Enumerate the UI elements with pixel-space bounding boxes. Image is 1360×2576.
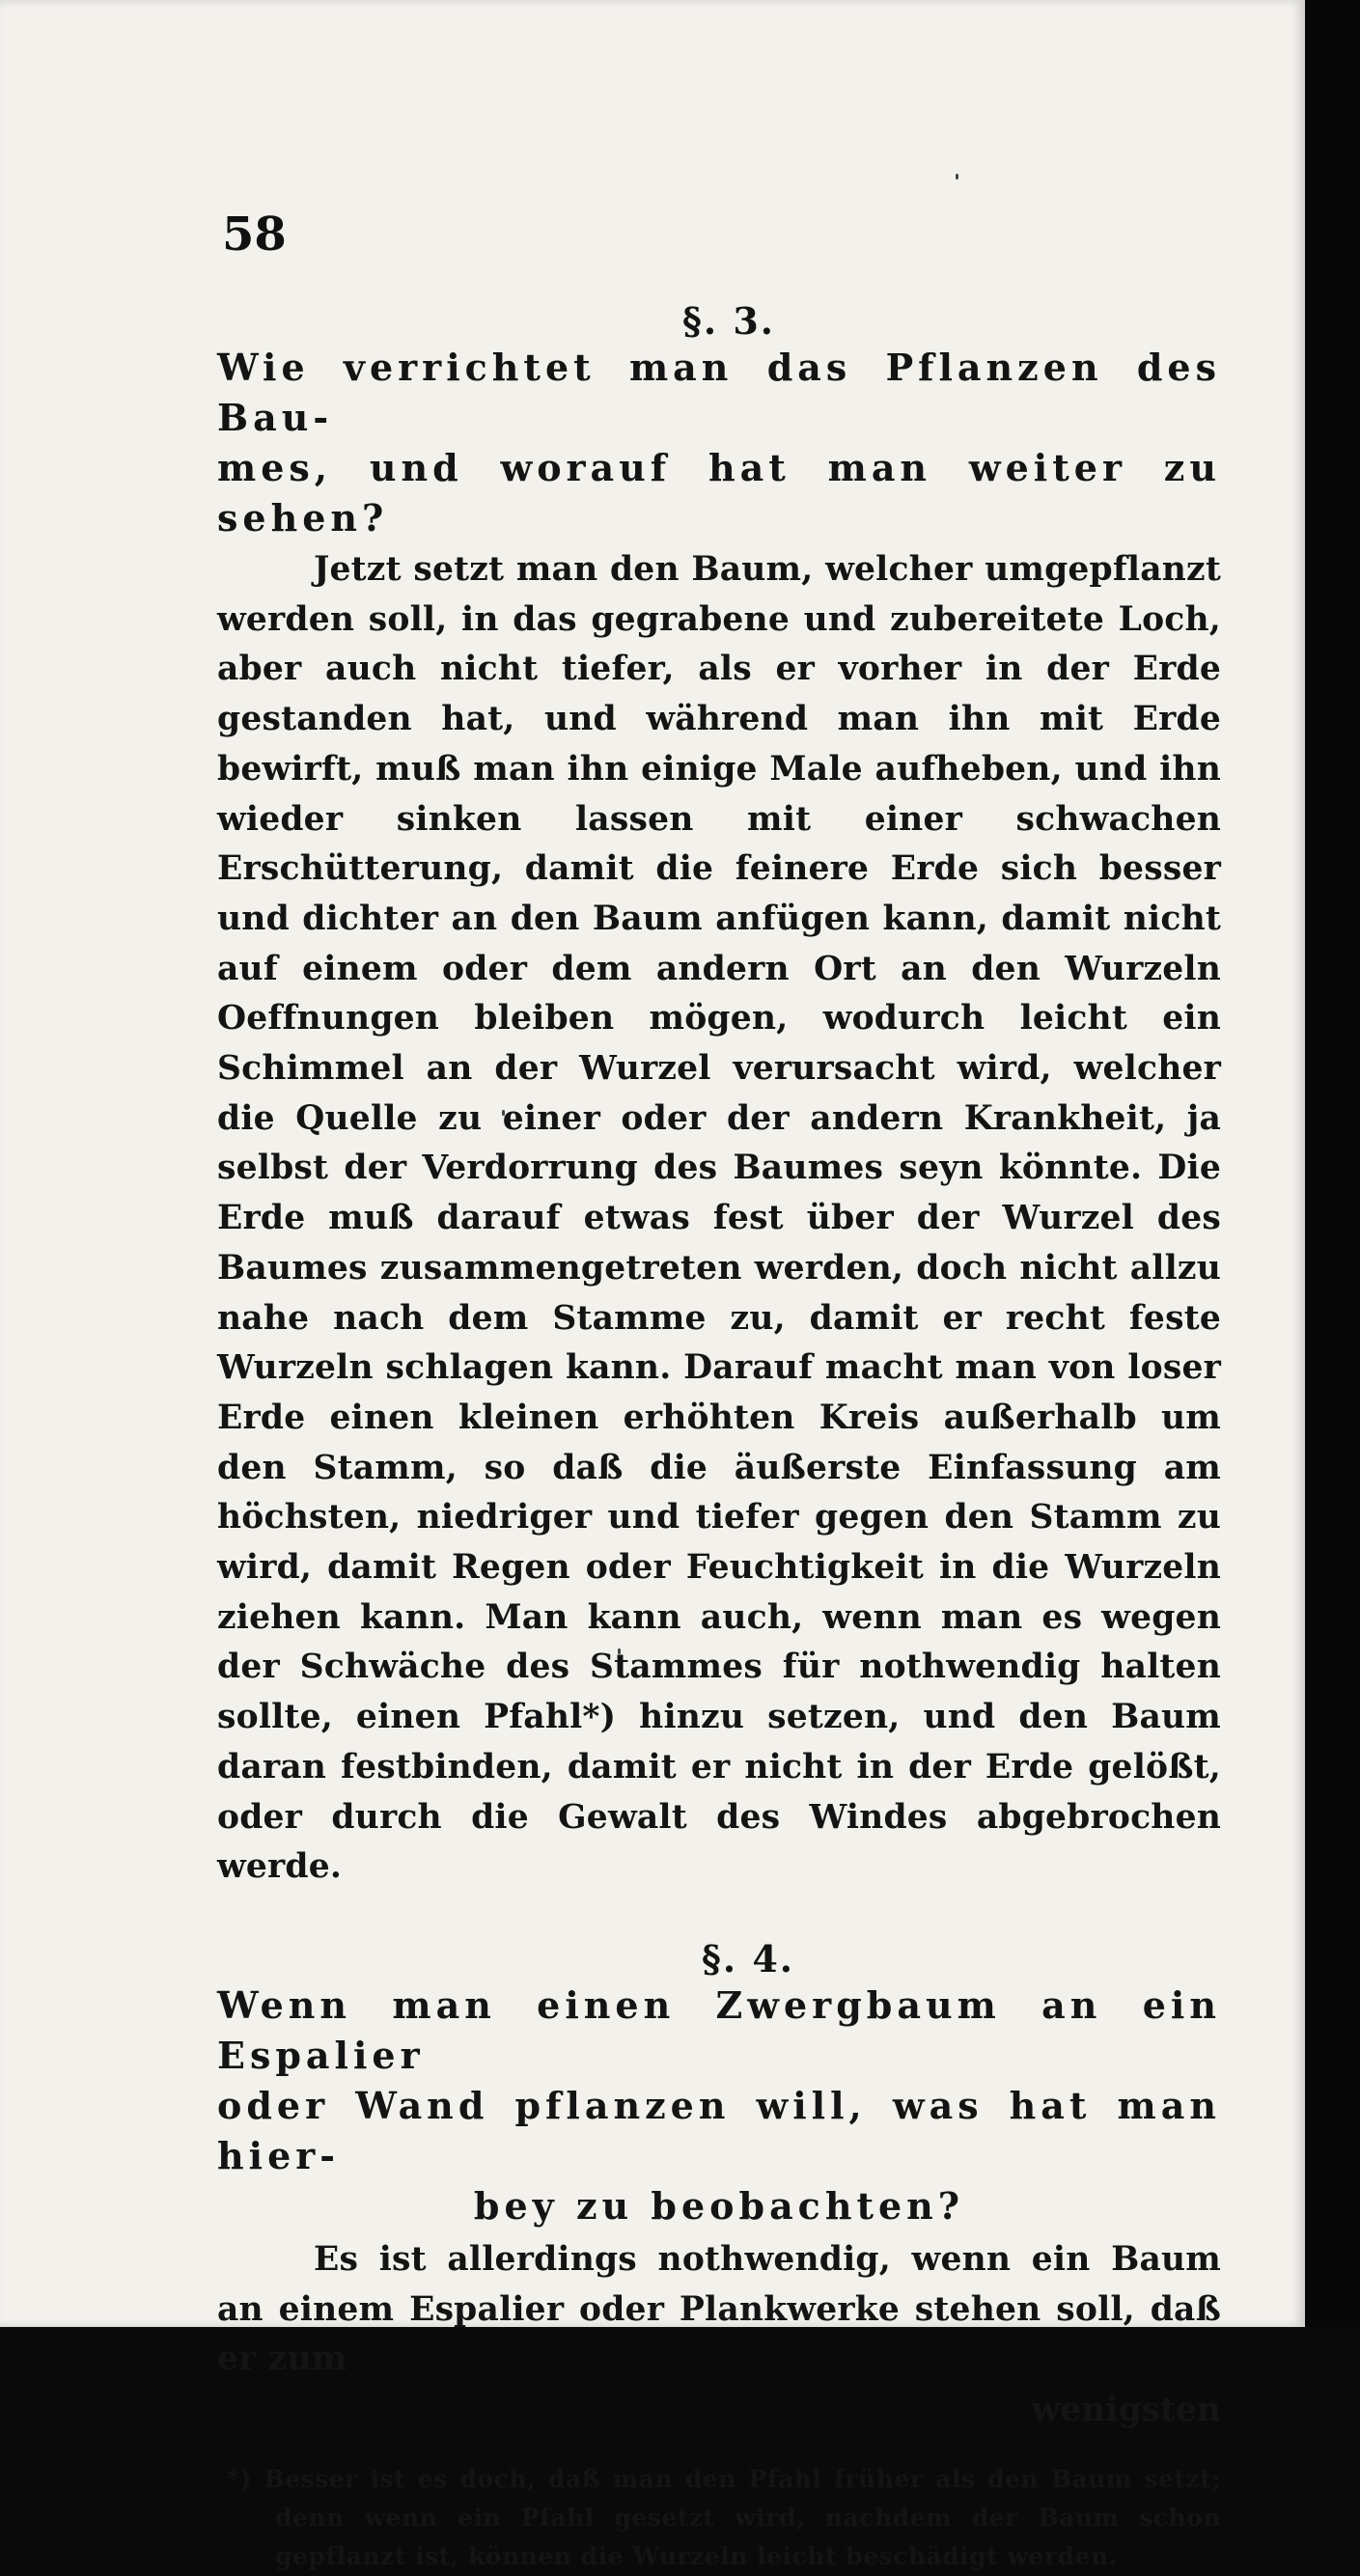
section-4-heading-line-1: Wenn man einen Zwergbaum an ein Espalier (217, 1982, 1221, 2077)
section-4-heading-line-3: bey zu beobachten? (473, 2183, 965, 2228)
section-3-number: §. 3. (681, 299, 775, 343)
section-3-heading-line-2: mes, und worauf hat man weiter zu sehen? (217, 446, 1221, 540)
section-3-paragraph: Jetzt setzt man den Baum, welcher umgepflanzt werden soll, in das gegrabene und zubereitete Loch, aber auch nicht tiefer, als er vorher in der Erde gestanden hat, und während man ihn mit Erde bewirft, muß man ihn einige Male aufheben, und ihn wieder sinken lassen mit einer schwachen Erschütterung, damit die feinere Erde sich besser und dichter an den Baum anfügen kann, damit nicht auf einem oder dem andern Ort an den Wurzeln Oeffnungen bleiben mögen, wodurch leicht ein Schimmel an der Wurzel verursacht wird, welcher die Quelle zu einer oder der andern Krankheit, ja selbst der Verdorrung des Baumes seyn könnte. Die Erde muß darauf etwas fest über der Wurzel des Baumes zusammengetreten werden, doch nicht allzu nahe nach dem Stamme zu, damit er recht feste Wurzeln schlagen kann. Darauf macht man von loser Erde einen kleinen erhöhten Kreis außerhalb um den Stamm, so daß die äußerste Einfassung am höchsten, niedriger und tiefer gegen den Stamm zu wird, damit Regen oder Feuchtigkeit in die Wurzeln ziehen kann. Man kann auch, wenn man es wegen der Schwäche des Stammes für nothwendig halten sollte, einen Pfahl*) hinzu setzen, und den Baum daran festbinden, damit er nicht in der Erde gelößt, oder durch die Gewalt des Windes abgebrochen werde. (217, 550, 1221, 1887)
catchword: wenigsten (1031, 2391, 1221, 2430)
page-content (217, 193, 1221, 2576)
section-4-heading-line-2: oder Wand pflanzen will, was hat man hier- (217, 2083, 1221, 2177)
ink-speck (956, 174, 958, 180)
section-4-number: §. 4. (701, 1936, 794, 1980)
footnote: *) Besser ist es doch, daß man den Pfahl früher als den Baum setzt; denn wenn ein Pfahl gesetzt wird, nachdem der Baum schon gepflanzt ist, können die Wurzeln leicht beschädigt werden. (227, 2465, 1221, 2571)
section-4-paragraph: Es ist allerdings nothwendig, wenn ein Baum an einem Espalier oder Plankwerke stehen soll, daß er zum (217, 2239, 1221, 2379)
page-number: 58 (222, 208, 287, 262)
section-3-heading-line-1: Wie verrichtet man das Pflanzen des Bau- (217, 346, 1221, 439)
page-edge-shadow (1305, 0, 1360, 2327)
